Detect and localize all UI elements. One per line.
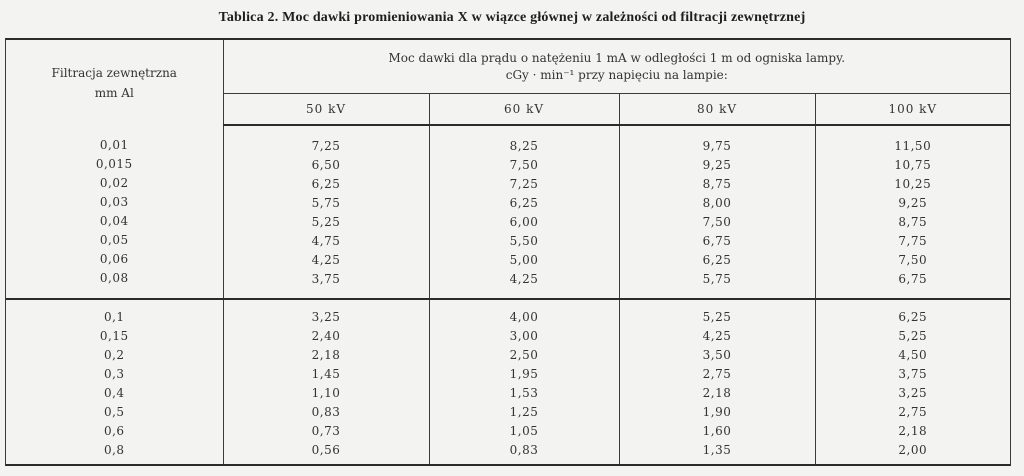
header-row-top [6, 40, 1010, 94]
table-cell: 1,45 [311, 366, 341, 381]
table-cell: 7,25 [509, 177, 539, 191]
table-cell: 3,25 [311, 309, 341, 324]
table-row-group-1 [6, 125, 1010, 299]
table-cell: 10,25 [894, 177, 932, 191]
table-cell: 5,75 [311, 196, 341, 210]
table-cell: 5,50 [509, 234, 539, 248]
kv80-column [619, 125, 815, 299]
table-cell: 1,90 [702, 404, 732, 419]
kv80-column [619, 299, 815, 464]
voltage-header-60kv: 60 kV [429, 94, 619, 126]
table-cell: 0,1 [103, 309, 125, 324]
kv60-column [429, 125, 619, 299]
table-cell: 9,25 [898, 196, 928, 210]
table-cell: 6,25 [509, 196, 539, 210]
table-cell: 5,25 [898, 328, 928, 343]
table-cell: 5,75 [702, 272, 732, 286]
table-cell: 3,75 [898, 366, 928, 381]
table-cell: 11,50 [894, 139, 932, 153]
table-cell: 7,75 [898, 234, 928, 248]
table-cell: 4,25 [509, 272, 539, 286]
voltage-header-50kv: 50 kV [223, 94, 429, 126]
table-cell: 3,25 [898, 385, 928, 400]
table-cell: 0,6 [103, 423, 125, 438]
table-cell: 10,75 [894, 158, 932, 172]
dose-header-line1: Moc dawki dla prądu o natężeniu 1 mA w odległości 1 m od ogniska lampy. [388, 50, 846, 65]
dose-rate-table-frame [5, 38, 1011, 466]
table-cell: 0,06 [99, 252, 129, 266]
table-cell: 6,75 [702, 234, 732, 248]
table-cell: 4,25 [311, 253, 341, 267]
table-cell: 5,00 [509, 253, 539, 267]
table-cell: 4,25 [702, 328, 732, 343]
table-cell: 2,50 [509, 347, 539, 362]
table-cell: 0,03 [99, 195, 129, 209]
table-cell: 7,50 [702, 215, 732, 229]
table-cell: 0,04 [99, 214, 129, 228]
filtration-header-line2: mm Al [94, 85, 134, 100]
table-cell: 9,25 [702, 158, 732, 172]
voltage-header-100kv: 100 kV [815, 94, 1010, 126]
dose-rate-column-header [223, 40, 1010, 94]
kv50-column [223, 125, 429, 299]
table-cell: 0,15 [99, 328, 129, 343]
table-cell: 8,75 [898, 215, 928, 229]
table-cell: 8,25 [509, 139, 539, 153]
table-cell: 1,95 [509, 366, 539, 381]
table-cell: 2,40 [311, 328, 341, 343]
table-cell: 3,00 [509, 328, 539, 343]
table-title: Tablica 2. Moc dawki promieniowania X w wiązce głównej w zależności od filtracji zewnętrznej [218, 10, 806, 25]
table-cell: 7,50 [898, 253, 928, 267]
table-cell: 7,50 [509, 158, 539, 172]
table-cell: 2,18 [311, 347, 341, 362]
table-cell: 0,5 [103, 404, 125, 419]
kv100-column [815, 299, 1010, 464]
table-cell: 5,25 [702, 309, 732, 324]
kv50-column [223, 299, 429, 464]
table-cell: 0,83 [509, 442, 539, 457]
kv60-column [429, 299, 619, 464]
table-cell: 1,60 [702, 423, 732, 438]
table-cell: 5,25 [311, 215, 341, 229]
table-cell: 2,00 [898, 442, 928, 457]
filtration-column [6, 299, 223, 464]
table-cell: 4,00 [509, 309, 539, 324]
table-cell: 0,56 [311, 442, 341, 457]
table-cell: 1,53 [509, 385, 539, 400]
table-cell: 0,05 [99, 233, 129, 247]
table-cell: 2,18 [702, 385, 732, 400]
table-cell: 6,00 [509, 215, 539, 229]
table-cell: 6,75 [898, 272, 928, 286]
table-cell: 0,8 [103, 442, 125, 457]
table-cell: 0,015 [95, 157, 133, 171]
table-cell: 8,00 [702, 196, 732, 210]
table-cell: 6,25 [311, 177, 341, 191]
table-cell: 1,25 [509, 404, 539, 419]
table-cell: 0,01 [99, 138, 129, 152]
table-cell: 2,75 [702, 366, 732, 381]
table-cell: 0,73 [311, 423, 341, 438]
table-cell: 1,05 [509, 423, 539, 438]
table-cell: 0,4 [103, 385, 125, 400]
table-cell: 0,08 [99, 271, 129, 285]
table-cell: 0,3 [103, 366, 125, 381]
dose-header-line2: cGy · min⁻¹ przy napięciu na lampie: [505, 67, 728, 82]
table-cell: 2,75 [898, 404, 928, 419]
table-cell: 7,25 [311, 139, 341, 153]
table-cell: 0,2 [103, 347, 125, 362]
table-cell: 0,02 [99, 176, 129, 190]
table-row-group-2 [6, 299, 1010, 464]
table-cell: 2,18 [898, 423, 928, 438]
table-cell: 4,50 [898, 347, 928, 362]
table-cell: 6,25 [702, 253, 732, 267]
table-cell: 6,50 [311, 158, 341, 172]
filtration-header-line1: Filtracja zewnętrzna [51, 65, 177, 80]
table-cell: 8,75 [702, 177, 732, 191]
table-cell: 3,75 [311, 272, 341, 286]
table-cell: 1,35 [702, 442, 732, 457]
table-cell: 6,25 [898, 309, 928, 324]
table-cell: 0,83 [311, 404, 341, 419]
filtration-column [6, 125, 223, 299]
table-cell: 1,10 [311, 385, 341, 400]
table-cell: 3,50 [702, 347, 732, 362]
kv100-column [815, 125, 1010, 299]
filtration-column-header [6, 40, 223, 125]
table-cell: 4,75 [311, 234, 341, 248]
voltage-header-80kv: 80 kV [619, 94, 815, 126]
dose-rate-table [6, 40, 1010, 464]
table-cell: 9,75 [702, 139, 732, 153]
